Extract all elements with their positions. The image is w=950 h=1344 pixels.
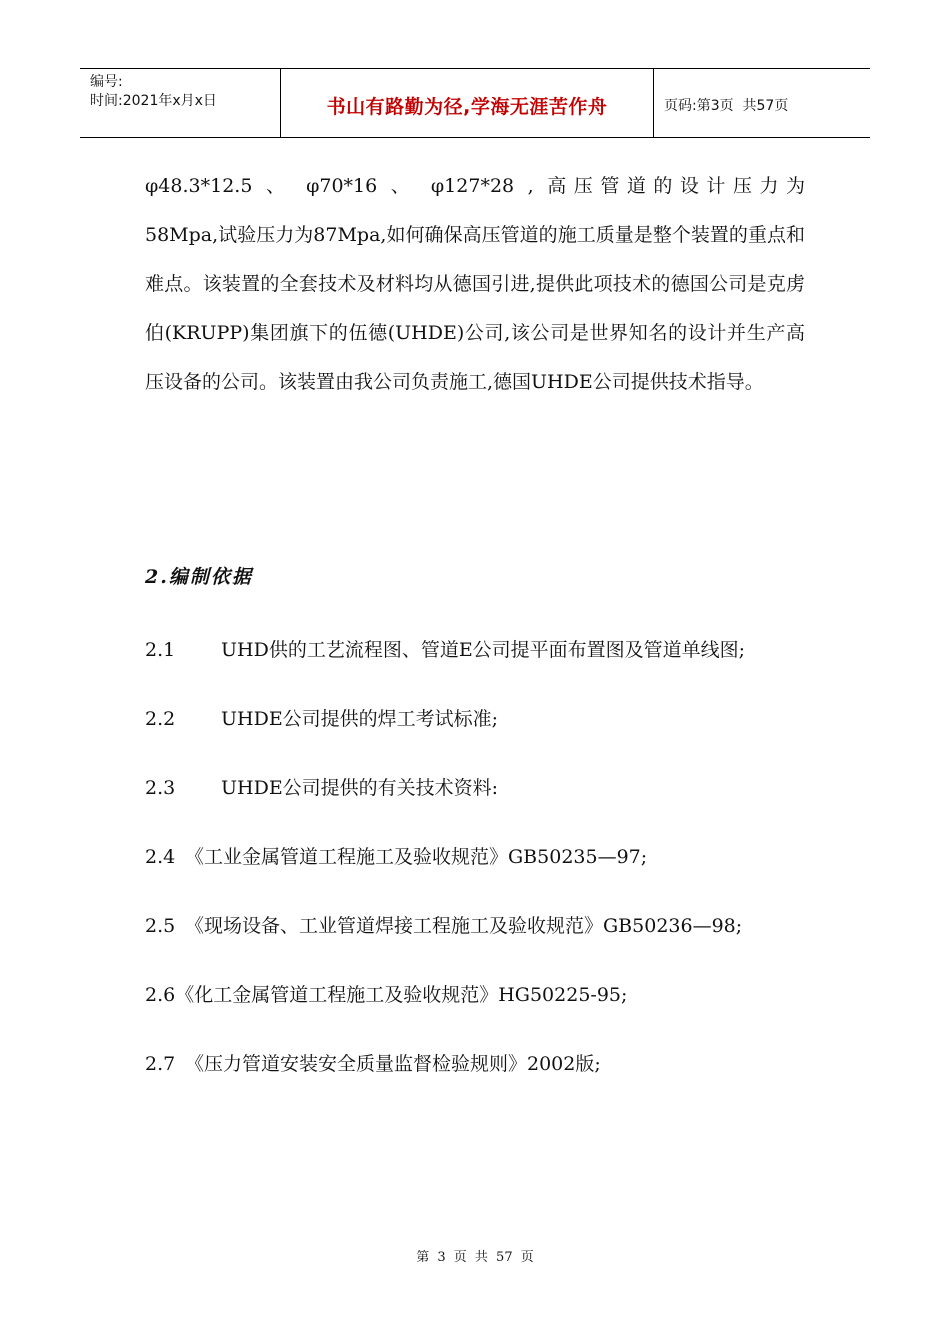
section-heading: 2.编制依据 — [145, 566, 253, 588]
page-header — [80, 68, 870, 138]
list-item — [145, 1040, 810, 1089]
page-footer: 第 3 页 共 57 页 — [416, 1250, 534, 1265]
list-item-text: UHDE公司提供的有关技术资料: — [221, 777, 499, 799]
serial-number-label: 编号: — [90, 74, 123, 90]
list-item-number: 2.2 — [145, 708, 176, 730]
list-item-text: 《化工金属管道工程施工及验收规范》HG50225-95; — [175, 984, 628, 1006]
header-page-cell — [654, 69, 870, 137]
page-number-label: 页码:第3页 共57页 — [664, 98, 789, 114]
motto-text: 书山有路勤为径,学海无涯苦作舟 — [326, 95, 608, 118]
list-item-text: 《现场设备、工业管道焊接工程施工及验收规范》GB50236—98; — [185, 915, 743, 937]
list-item-text: 《压力管道安装安全质量监督检验规则》2002版; — [185, 1053, 601, 1075]
list-item-number: 2.3 — [145, 777, 176, 799]
header-meta-cell — [80, 69, 281, 137]
list-item — [145, 764, 810, 813]
list-item — [145, 971, 810, 1020]
list-item-number: 2.4 — [145, 846, 176, 868]
list-item — [145, 695, 810, 744]
list-item-text: UHDE公司提供的焊工考试标准; — [221, 708, 499, 730]
intro-first-line: φ48.3*12.5 、 φ70*16 、 φ127*28 , 高压管道的设计压力为 — [145, 175, 805, 197]
list-item — [145, 902, 810, 951]
intro-body-text: 58Mpa,试验压力为87Mpa,如何确保高压管道的施工质量是整个装置的重点和难点。该装置的全套技术及材料均从德国引进,提供此项技术的德国公司是克虏伯(KRUPP)集团旗下的伍德(UHDE)公司,该公司是世界知名的设计并生产高压设备的公司。该装置由我公司负责施工,德国UHDE公司提供技术指导。 — [145, 224, 805, 393]
list-item — [145, 626, 810, 675]
list-item-number: 2.1 — [145, 639, 176, 661]
list-item-text: 《工业金属管道工程施工及验收规范》GB50235—97; — [185, 846, 648, 868]
list-item-number: 2.7 — [145, 1053, 176, 1075]
reference-list — [145, 626, 810, 1109]
list-item-number: 2.6 — [145, 984, 176, 1006]
list-item-text: UHD供的工艺流程图、管道E公司提平面布置图及管道单线图; — [221, 639, 746, 661]
list-item-number: 2.5 — [145, 915, 176, 937]
header-motto-cell — [281, 69, 654, 137]
list-item — [145, 833, 810, 882]
date-label: 时间:2021年x月x日 — [90, 93, 217, 109]
intro-paragraph — [145, 162, 805, 407]
